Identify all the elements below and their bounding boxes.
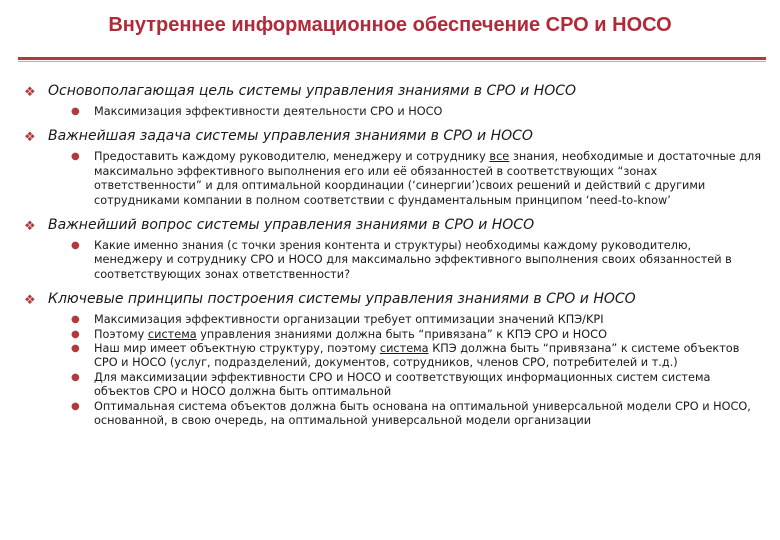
dot-bullet-icon: ● — [71, 314, 80, 326]
list-item — [22, 239, 762, 282]
list-item-text-pre: Предоставить каждому руководителю, менеджеру и сотруднику — [94, 150, 490, 164]
title-divider-thin — [18, 61, 766, 62]
title-divider — [18, 57, 766, 60]
list-item — [22, 150, 762, 208]
section-heading-text: Основополагающая цель системы управления знаниями в СРО и НОСО — [48, 83, 577, 99]
list-item — [22, 313, 762, 327]
section-principles — [22, 290, 762, 428]
diamond-bullet-icon: ❖ — [24, 130, 36, 146]
list-item-text: Для максимизации эффективности СРО и НОСО и соответствующих информационных систем система объектов СРО и НОСО должна быть оптимальной — [94, 370, 711, 399]
section-heading — [22, 290, 762, 309]
section-heading — [22, 216, 762, 235]
section-question — [22, 216, 762, 282]
dot-bullet-icon: ● — [71, 343, 80, 355]
list-item-text: Оптимальная система объектов должна быть основана на оптимальной универсальной модели СРО и НОСО, основанной, в свою очередь, на оптимальной универсальной модели организации — [94, 399, 751, 428]
diamond-bullet-icon: ❖ — [24, 293, 36, 309]
list-item — [22, 371, 762, 400]
list-item — [22, 328, 762, 342]
list-item-text-post: КПЭ должна быть “привязана” к системе объектов СРО и НОСО (услуг, подразделений, документов, сотрудников, членов СРО, потребителей и т.д.) — [94, 342, 740, 370]
dot-bullet-icon: ● — [71, 240, 80, 252]
list-item-text-post: знания, необходимые и достаточные для максимально эффективного выполнения его или её обязанностей в соответствующих “зонах ответственности” и для оптимальной координации (‘синергии’)своих решений и действий с другими сотрудниками компании в полном соответствии с фундаментальным принципом ‘need-to-know’ — [94, 150, 762, 207]
dot-bullet-icon: ● — [71, 151, 80, 163]
section-heading-text: Ключевые принципы построения системы управления знаниями в СРО и НОСО — [48, 291, 636, 308]
list-item-text-pre: Поэтому — [94, 327, 148, 341]
list-item-text: Максимизация эффективности организации требует оптимизации значений КПЭ/KPI — [94, 313, 604, 327]
section-heading — [22, 82, 762, 101]
list-item — [22, 400, 762, 429]
list-item-text-underlined: система — [379, 342, 429, 356]
list-item-text: Какие именно знания (с точки зрения контента и структуры) необходимы каждому руководителю, менеджеру и сотруднику СРО и НОСО для максимально эффективного выполнения своих обязанностей в соответствующих зонах ответственности? — [94, 239, 732, 281]
section-task — [22, 127, 762, 208]
section-goal — [22, 82, 762, 119]
dot-bullet-icon: ● — [71, 371, 80, 383]
dot-bullet-icon: ● — [71, 328, 80, 340]
dot-bullet-icon: ● — [71, 400, 80, 412]
list-item-text-pre: Наш мир имеет объектную структуру, поэтому — [94, 342, 380, 356]
list-item-text-underlined: все — [489, 150, 510, 164]
section-heading — [22, 127, 762, 146]
section-heading-text: Важнейший вопрос системы управления знаниями в СРО и НОСО — [48, 217, 535, 234]
slide-content — [22, 82, 762, 429]
diamond-bullet-icon: ❖ — [24, 219, 36, 235]
list-item-text-underlined: система — [147, 327, 197, 341]
list-item-text-post: управления знаниями должна быть “привязана” к КПЭ СРО и НОСО — [196, 327, 607, 341]
dot-bullet-icon: ● — [71, 106, 80, 117]
list-item-text: Максимизация эффективности деятельности СРО и НОСО — [94, 105, 443, 118]
slide-title: Внутреннее информационное обеспечение СРО и НОСО — [108, 14, 672, 36]
list-item — [22, 342, 762, 371]
section-heading-text: Важнейшая задача системы управления знаниями в СРО и НОСО — [48, 128, 533, 145]
diamond-bullet-icon: ❖ — [24, 85, 36, 100]
list-item — [22, 105, 762, 119]
